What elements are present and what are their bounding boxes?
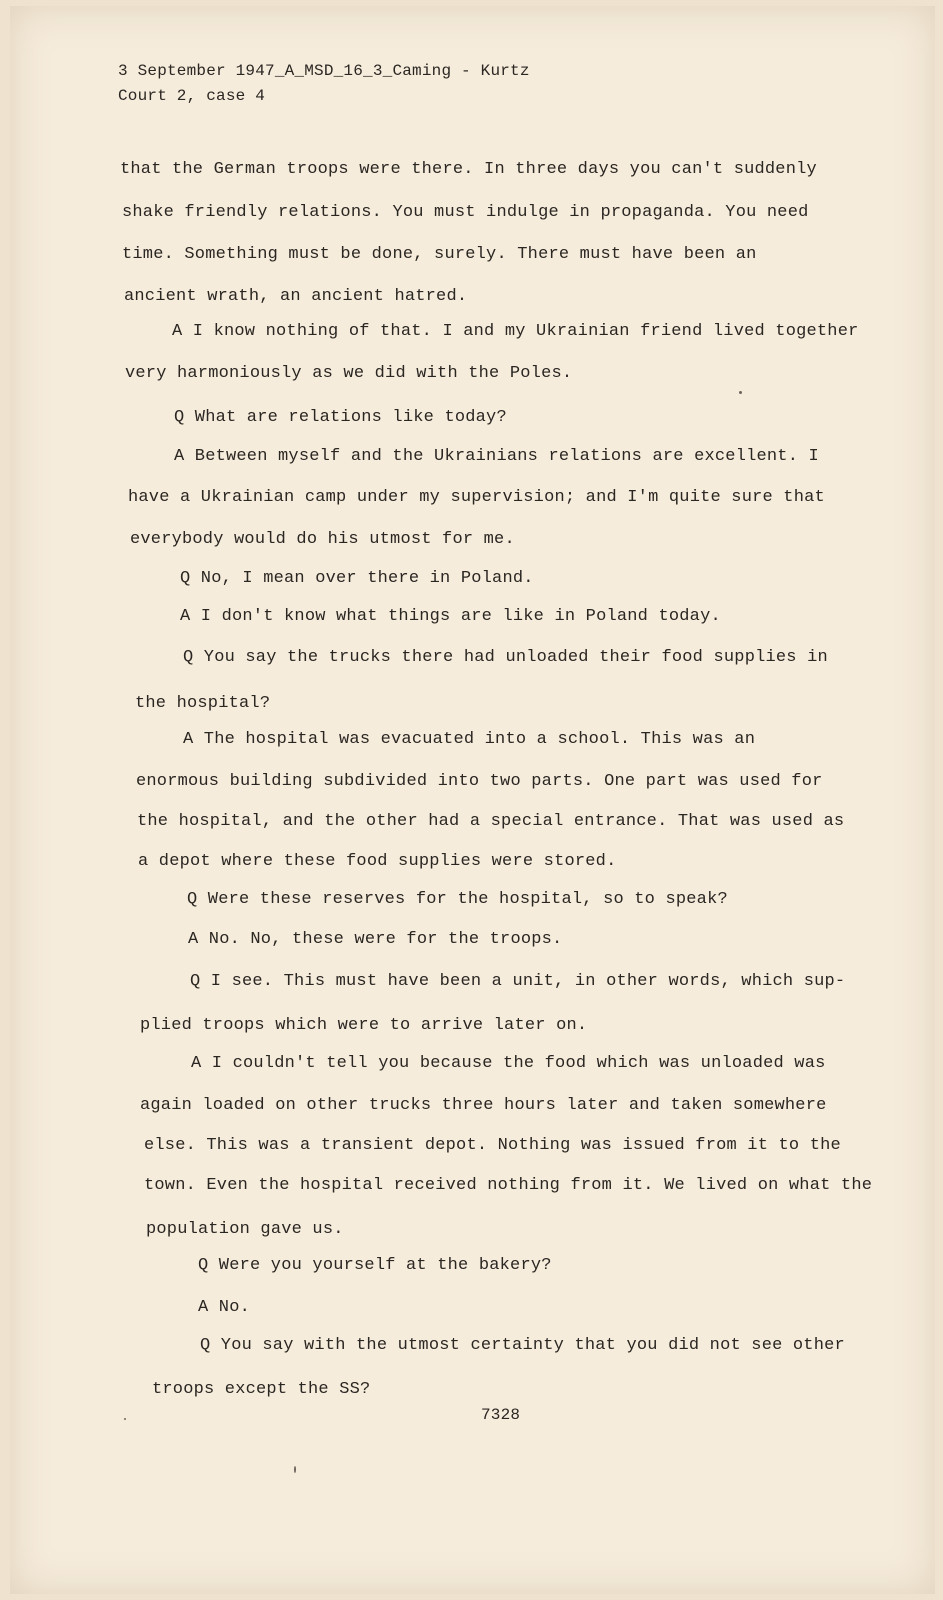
text-line: the hospital? [135, 694, 271, 713]
text-line: shake friendly relations. You must indulge in propaganda. You need [122, 203, 809, 222]
page-number: 7328 [481, 1406, 521, 1424]
text-line: Q Were you yourself at the bakery? [198, 1256, 552, 1275]
text-line: Q Were these reserves for the hospital, so to speak? [187, 890, 728, 909]
header-court-case: Court 2, case 4 [118, 87, 266, 105]
text-line: time. Something must be done, surely. There must have been an [122, 245, 757, 264]
text-line: Q You say with the utmost certainty that you did not see other [200, 1336, 845, 1355]
text-line: A No. [198, 1298, 251, 1317]
text-line: plied troops which were to arrive later on. [140, 1016, 588, 1035]
text-line: Q What are relations like today? [174, 408, 507, 427]
text-line: Q No, I mean over there in Poland. [180, 569, 534, 588]
text-line: that the German troops were there. In three days you can't suddenly [120, 160, 817, 179]
text-line: again loaded on other trucks three hours later and taken somewhere [140, 1096, 827, 1115]
paper-speck [294, 1466, 296, 1473]
text-line: A I know nothing of that. I and my Ukrainian friend lived together [172, 322, 859, 341]
text-line: enormous building subdivided into two parts. One part was used for [136, 772, 823, 791]
text-line: troops except the SS? [152, 1380, 371, 1399]
text-line: a depot where these food supplies were stored. [138, 852, 617, 871]
text-line: A No. No, these were for the troops. [188, 930, 563, 949]
text-line: A I don't know what things are like in Poland today. [180, 607, 721, 626]
text-line: town. Even the hospital received nothing from it. We lived on what the [144, 1176, 873, 1195]
text-line: Q You say the trucks there had unloaded their food supplies in [183, 648, 828, 667]
paper-speck [739, 391, 742, 394]
text-line: Q I see. This must have been a unit, in other words, which sup- [190, 972, 846, 991]
paper-speck [124, 1418, 126, 1420]
text-line: population gave us. [146, 1220, 344, 1239]
header-date-reference: 3 September 1947_A_MSD_16_3_Caming - Kurtz [118, 62, 530, 80]
text-line: A The hospital was evacuated into a school. This was an [183, 730, 756, 749]
text-line: the hospital, and the other had a special entrance. That was used as [137, 812, 845, 831]
text-line: A I couldn't tell you because the food which was unloaded was [191, 1054, 826, 1073]
text-line: ancient wrath, an ancient hatred. [124, 287, 468, 306]
text-line: everybody would do his utmost for me. [130, 530, 515, 549]
text-line: A Between myself and the Ukrainians relations are excellent. I [174, 447, 819, 466]
text-line: else. This was a transient depot. Nothing was issued from it to the [144, 1136, 841, 1155]
text-line: have a Ukrainian camp under my supervision; and I'm quite sure that [128, 488, 825, 507]
text-line: very harmoniously as we did with the Poles. [125, 364, 573, 383]
